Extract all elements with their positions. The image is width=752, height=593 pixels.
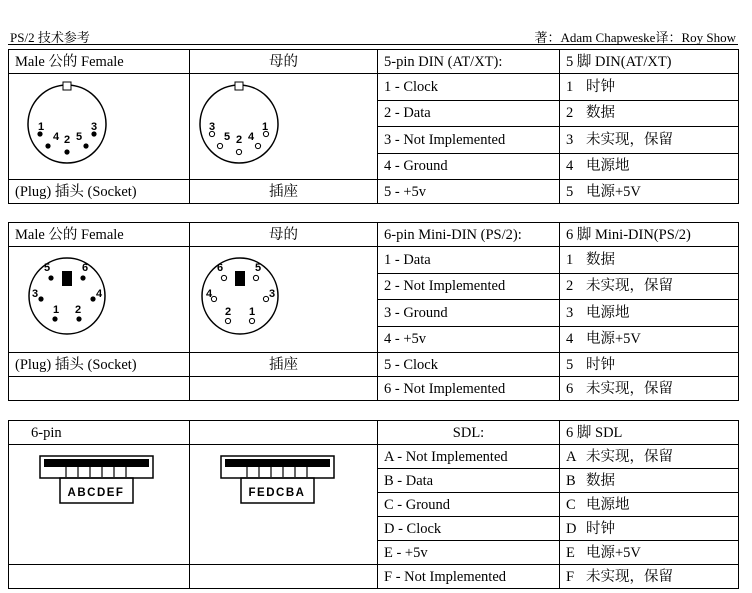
din5-pin-cn: 3 未实现，保留 [560, 127, 739, 154]
minidin6-female-pin-label: 5 [255, 262, 262, 274]
din5-male-pin-label: 2 [64, 134, 71, 146]
minidin6-female-header: 母的 [190, 223, 378, 247]
din5-pin-cn: 1 时钟 [560, 74, 739, 101]
minidin6-male-pin-label: 4 [96, 288, 103, 300]
minidin6-pin-cn: 4 电源+5V [560, 326, 739, 353]
sdl-pin-en: B - Data [378, 469, 560, 493]
din5-female-connector [190, 74, 377, 172]
minidin6-female-diagram [190, 247, 378, 353]
din5-table [8, 49, 739, 204]
sdl-table [8, 420, 739, 589]
minidin6-pin-cn: 3 电源地 [560, 300, 739, 327]
minidin6-female-pin-label: 4 [206, 288, 213, 300]
din5-male-pin-label: 4 [53, 131, 60, 143]
minidin6-male-pin-label: 3 [32, 288, 39, 300]
minidin6-pin-cn: 1 数据 [560, 247, 739, 274]
din5-pin-cn: 4 电源地 [560, 153, 739, 180]
minidin6-male-pin-label: 2 [75, 304, 82, 316]
sdl-pin-en: E - +5v [378, 541, 560, 565]
minidin6-empty-cell [9, 377, 190, 401]
din5-pinout-header: 5-pin DIN (AT/XT): [378, 50, 560, 74]
din5-male-diagram [9, 74, 190, 180]
din5-female-pin-label: 1 [262, 121, 269, 133]
minidin6-male-pin-label: 1 [53, 304, 60, 316]
minidin6-male-connector [9, 247, 189, 345]
sdl-male-connector [9, 445, 189, 505]
sdl-pin-en: C - Ground [378, 493, 560, 517]
minidin6-male-pin-label: 6 [82, 262, 89, 274]
minidin6-male-pin-label: 5 [44, 262, 51, 274]
sdl-pin-en: D - Clock [378, 517, 560, 541]
din5-male-header: Male 公的 Female [9, 50, 190, 74]
header-right: 著：Adam Chapweske译：Roy Show [534, 30, 736, 45]
din5-female-header: 母的 [190, 50, 378, 74]
sdl-cn-header: 6 脚 SDL [560, 421, 739, 445]
minidin6-pin-en: 1 - Data [378, 247, 560, 274]
sdl-female-header [190, 421, 378, 445]
sdl-male-pin-letters: ABCDEF [67, 487, 125, 499]
minidin6-pin-en: 2 - Not Implemented [378, 273, 560, 300]
sdl-pin-cn: B 数据 [560, 469, 739, 493]
din5-plug-socket-label: (Plug) 插头 (Socket) [9, 180, 190, 204]
din5-female-pin-label: 5 [224, 131, 231, 143]
din5-pin-en: 2 - Data [378, 100, 560, 127]
din5-male-pin-label: 1 [38, 121, 45, 133]
sdl-pin-cn: D 时钟 [560, 517, 739, 541]
din5-pin-en: 4 - Ground [378, 153, 560, 180]
header-rule [8, 44, 738, 45]
minidin6-pin-en: 6 - Not Implemented [378, 377, 560, 401]
sdl-pin-en: A - Not Implemented [378, 445, 560, 469]
minidin6-pin-cn: 2 未实现，保留 [560, 273, 739, 300]
din5-male-pin-label: 3 [91, 121, 98, 133]
din5-female-pin-label: 4 [248, 131, 255, 143]
minidin6-pinout-header: 6-pin Mini-DIN (PS/2): [378, 223, 560, 247]
sdl-male-header: 6-pin [9, 421, 190, 445]
din5-cn-header: 5 脚 DIN(AT/XT) [560, 50, 739, 74]
din5-male-pin-label: 5 [76, 131, 83, 143]
sdl-pin-cn: F 未实现，保留 [560, 565, 739, 589]
sdl-female-connector [190, 445, 377, 505]
minidin6-pin-cn: 5 时钟 [560, 353, 739, 377]
minidin6-cn-header: 6 脚 Mini-DIN(PS/2) [560, 223, 739, 247]
minidin6-pin-en: 3 - Ground [378, 300, 560, 327]
din5-pin-en: 5 - +5v [378, 180, 560, 204]
minidin6-female-pin-label: 2 [225, 306, 232, 318]
sdl-female-pin-letters: FEDCBA [248, 487, 306, 499]
minidin6-plug-socket-label: (Plug) 插头 (Socket) [9, 353, 190, 377]
sdl-pin-cn: E 电源+5V [560, 541, 739, 565]
sdl-pin-cn: A 未实现，保留 [560, 445, 739, 469]
din5-female-pin-label: 2 [236, 134, 243, 146]
sdl-male-diagram [9, 445, 190, 565]
minidin6-female-pin-label: 3 [269, 288, 276, 300]
din5-pin-en: 3 - Not Implemented [378, 127, 560, 154]
sdl-pinout-header: SDL: [378, 421, 560, 445]
minidin6-pin-en: 4 - +5v [378, 326, 560, 353]
minidin6-table [8, 222, 739, 401]
din5-pin-cn: 5 电源+5V [560, 180, 739, 204]
din5-female-diagram [190, 74, 378, 180]
header-left: PS/2 技术参考 [10, 30, 90, 45]
minidin6-socket-label: 插座 [190, 353, 378, 377]
sdl-pin-en: F - Not Implemented [378, 565, 560, 589]
din5-socket-label: 插座 [190, 180, 378, 204]
minidin6-female-pin-label: 1 [249, 306, 256, 318]
minidin6-male-header: Male 公的 Female [9, 223, 190, 247]
minidin6-pin-cn: 6 未实现，保留 [560, 377, 739, 401]
minidin6-empty-cell [190, 377, 378, 401]
sdl-empty-cell [9, 565, 190, 589]
din5-female-pin-label: 3 [209, 121, 216, 133]
din5-pin-en: 1 - Clock [378, 74, 560, 101]
minidin6-pin-en: 5 - Clock [378, 353, 560, 377]
sdl-pin-cn: C 电源地 [560, 493, 739, 517]
minidin6-female-connector [190, 247, 377, 345]
minidin6-male-diagram [9, 247, 190, 353]
din5-pin-cn: 2 数据 [560, 100, 739, 127]
sdl-female-diagram [190, 445, 378, 565]
minidin6-female-pin-label: 6 [217, 262, 224, 274]
sdl-empty-cell [190, 565, 378, 589]
din5-male-connector [9, 74, 189, 172]
